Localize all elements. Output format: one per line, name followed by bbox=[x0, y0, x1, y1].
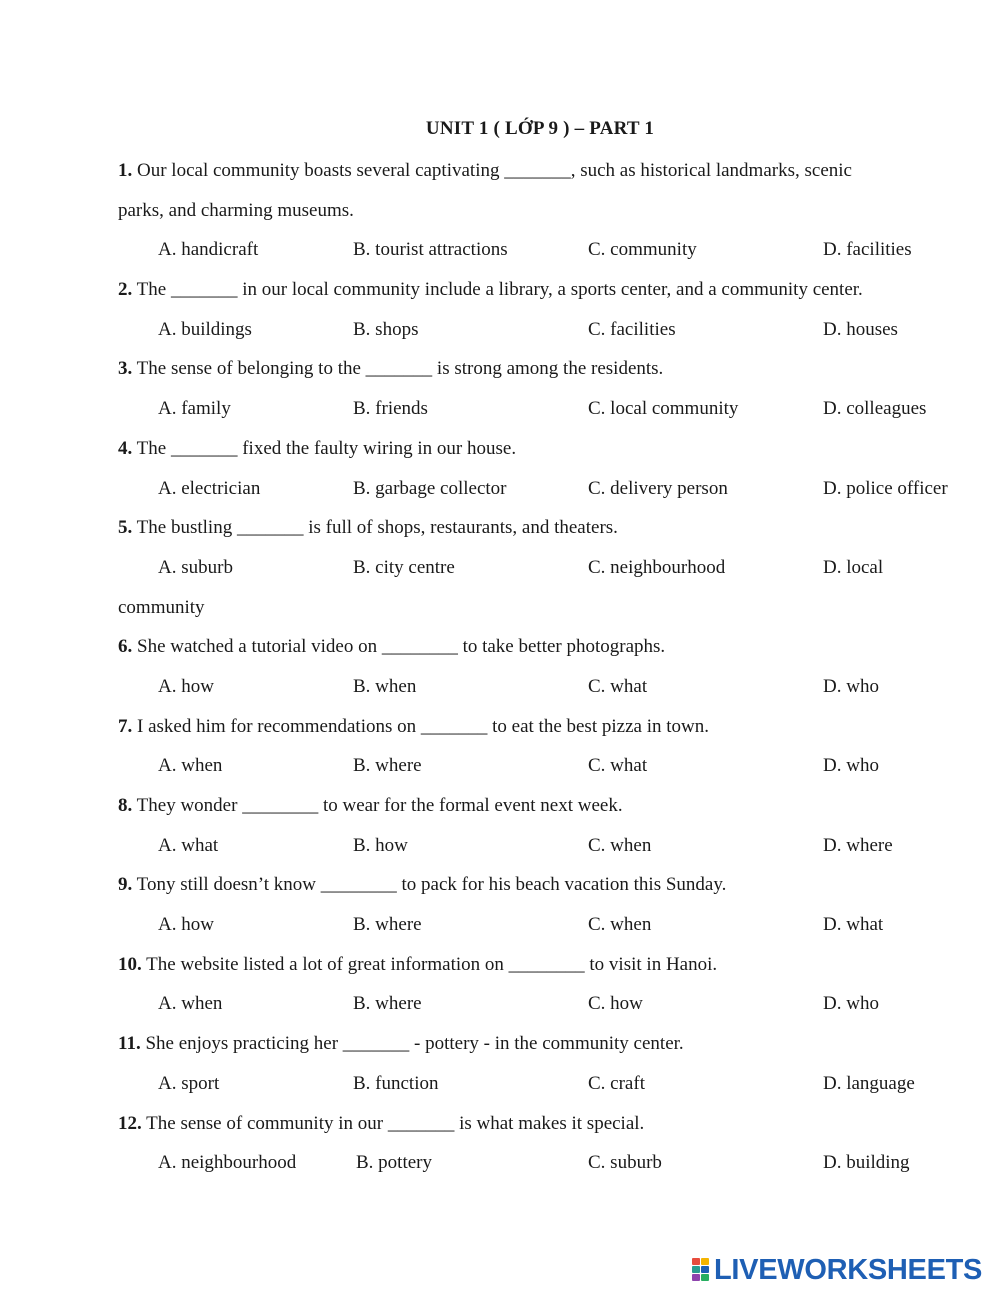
option-b[interactable]: B. how bbox=[353, 834, 408, 856]
answer-options bbox=[118, 984, 978, 1024]
question-text-line bbox=[118, 270, 978, 310]
option-b[interactable]: B. friends bbox=[353, 398, 428, 420]
question-text-line bbox=[118, 786, 978, 826]
question-text-line bbox=[118, 429, 978, 469]
option-d[interactable]: D. language bbox=[823, 1072, 915, 1094]
question-number: 4. bbox=[118, 437, 133, 459]
option-a[interactable]: A. what bbox=[158, 834, 219, 856]
option-c[interactable]: C. community bbox=[588, 239, 697, 261]
answer-options bbox=[118, 667, 978, 707]
option-a[interactable]: A. buildings bbox=[158, 318, 252, 340]
answer-options bbox=[118, 469, 978, 509]
logo-mark-square bbox=[692, 1274, 700, 1281]
option-b[interactable]: B. where bbox=[353, 755, 422, 777]
question-text: She enjoys practicing her _______ - pottery - in the community center. bbox=[145, 1033, 684, 1055]
option-c[interactable]: C. facilities bbox=[588, 318, 676, 340]
question-text: The sense of community in our _______ is what makes it special. bbox=[146, 1112, 645, 1134]
option-d[interactable]: D. local bbox=[823, 556, 884, 578]
logo-mark-square bbox=[692, 1258, 700, 1265]
option-d[interactable]: D. facilities bbox=[823, 239, 912, 261]
option-a[interactable]: A. how bbox=[158, 675, 214, 697]
option-a[interactable]: A. neighbourhood bbox=[158, 1152, 297, 1174]
option-c[interactable]: C. what bbox=[588, 675, 648, 697]
option-c[interactable]: C. craft bbox=[588, 1072, 645, 1094]
answer-options bbox=[118, 310, 978, 350]
option-c[interactable]: C. what bbox=[588, 755, 648, 777]
option-b[interactable]: B. tourist attractions bbox=[353, 239, 508, 261]
logo-mark-square bbox=[701, 1258, 709, 1265]
option-d[interactable]: D. colleagues bbox=[823, 398, 927, 420]
option-a[interactable]: A. how bbox=[158, 914, 214, 936]
option-d[interactable]: D. who bbox=[823, 755, 879, 777]
question-text: I asked him for recommendations on _______ to eat the best pizza in town. bbox=[137, 715, 709, 737]
question-number: 5. bbox=[118, 517, 133, 539]
option-c[interactable]: C. delivery person bbox=[588, 477, 728, 499]
question-text-line bbox=[118, 151, 978, 191]
question-number: 2. bbox=[118, 279, 133, 301]
question-text-line bbox=[118, 1024, 978, 1064]
question-text: Tony still doesn’t know ________ to pack for his beach vacation this Sunday. bbox=[136, 874, 727, 896]
option-b[interactable]: B. where bbox=[353, 914, 422, 936]
option-b[interactable]: B. pottery bbox=[356, 1152, 432, 1174]
question-text: The website listed a lot of great information on ________ to visit in Hanoi. bbox=[146, 953, 718, 975]
option-d[interactable]: D. who bbox=[823, 993, 879, 1015]
option-a[interactable]: A. handicraft bbox=[158, 239, 259, 261]
answer-options bbox=[118, 389, 978, 429]
option-b[interactable]: B. garbage collector bbox=[353, 477, 507, 499]
question-text-line bbox=[118, 349, 978, 389]
logo-mark-square bbox=[701, 1274, 709, 1281]
logo-text: LIVEWORKSHEETS bbox=[714, 1254, 983, 1286]
question-text: parks, and charming museums. bbox=[118, 199, 354, 221]
question-text: The _______ fixed the faulty wiring in our house. bbox=[136, 437, 517, 459]
option-c[interactable]: C. how bbox=[588, 993, 643, 1015]
question-text-line bbox=[118, 1104, 978, 1144]
option-d-continuation: community bbox=[118, 596, 205, 618]
question-list bbox=[118, 151, 978, 1183]
answer-options bbox=[118, 826, 978, 866]
option-a[interactable]: A. when bbox=[158, 755, 223, 777]
question-text: The sense of belonging to the _______ is strong among the residents. bbox=[136, 358, 664, 380]
option-b[interactable]: B. where bbox=[353, 993, 422, 1015]
question-number: 3. bbox=[118, 358, 133, 380]
logo-mark-square bbox=[701, 1266, 709, 1273]
question-number: 12. bbox=[118, 1112, 142, 1134]
option-c[interactable]: C. neighbourhood bbox=[588, 556, 726, 578]
question-number: 9. bbox=[118, 874, 133, 896]
question-number: 10. bbox=[118, 953, 142, 975]
option-b[interactable]: B. shops bbox=[353, 318, 419, 340]
option-d[interactable]: D. houses bbox=[823, 318, 898, 340]
question-text-line bbox=[118, 508, 978, 548]
option-d[interactable]: D. where bbox=[823, 834, 893, 856]
question-number: 1. bbox=[118, 160, 133, 181]
answer-options bbox=[118, 1143, 978, 1183]
question-text: She watched a tutorial video on ________ to take better photographs. bbox=[137, 636, 666, 658]
option-a[interactable]: A. suburb bbox=[158, 556, 233, 578]
answer-options bbox=[118, 746, 978, 786]
option-c[interactable]: C. when bbox=[588, 834, 652, 856]
worksheet-title: UNIT 1 ( LỚP 9 ) – PART 1 bbox=[425, 118, 655, 139]
question-number: 11. bbox=[118, 1033, 141, 1055]
option-b[interactable]: B. function bbox=[353, 1072, 439, 1094]
question-text: They wonder ________ to wear for the formal event next week. bbox=[136, 795, 623, 816]
question-text-line bbox=[118, 191, 978, 231]
answer-options bbox=[118, 905, 978, 945]
question-text: The _______ in our local community include a library, a sports center, and a community center. bbox=[136, 279, 863, 301]
answer-options bbox=[118, 548, 978, 588]
logo-mark-icon bbox=[692, 1258, 710, 1282]
question-text-line bbox=[118, 627, 978, 667]
question-number: 6. bbox=[118, 636, 133, 658]
option-d[interactable]: D. police officer bbox=[823, 477, 948, 499]
question-number: 8. bbox=[118, 795, 133, 816]
answer-options bbox=[118, 230, 978, 270]
option-a[interactable]: A. electrician bbox=[158, 477, 261, 499]
question-text-line bbox=[118, 945, 978, 985]
question-text: The bustling _______ is full of shops, restaurants, and theaters. bbox=[136, 517, 618, 539]
option-b[interactable]: B. city centre bbox=[353, 556, 455, 578]
option-c[interactable]: C. when bbox=[588, 914, 652, 936]
option-d[interactable]: D. building bbox=[823, 1152, 910, 1174]
option-d[interactable]: D. what bbox=[823, 914, 884, 936]
question-number: 7. bbox=[118, 715, 133, 737]
option-a[interactable]: A. when bbox=[158, 993, 223, 1015]
option-c[interactable]: C. local community bbox=[588, 398, 739, 420]
option-d[interactable]: D. who bbox=[823, 675, 879, 697]
question-text-line bbox=[118, 865, 978, 905]
question-text: Our local community boasts several captivating _______, such as historical landmarks, scenic bbox=[137, 160, 852, 181]
logo-mark-square bbox=[692, 1266, 700, 1273]
answer-options bbox=[118, 1064, 978, 1104]
option-b[interactable]: B. when bbox=[353, 675, 417, 697]
option-a[interactable]: A. family bbox=[158, 398, 231, 420]
question-text-line bbox=[118, 707, 978, 747]
liveworksheets-logo bbox=[692, 1255, 982, 1285]
option-c[interactable]: C. suburb bbox=[588, 1152, 662, 1174]
option-a[interactable]: A. sport bbox=[158, 1072, 220, 1094]
